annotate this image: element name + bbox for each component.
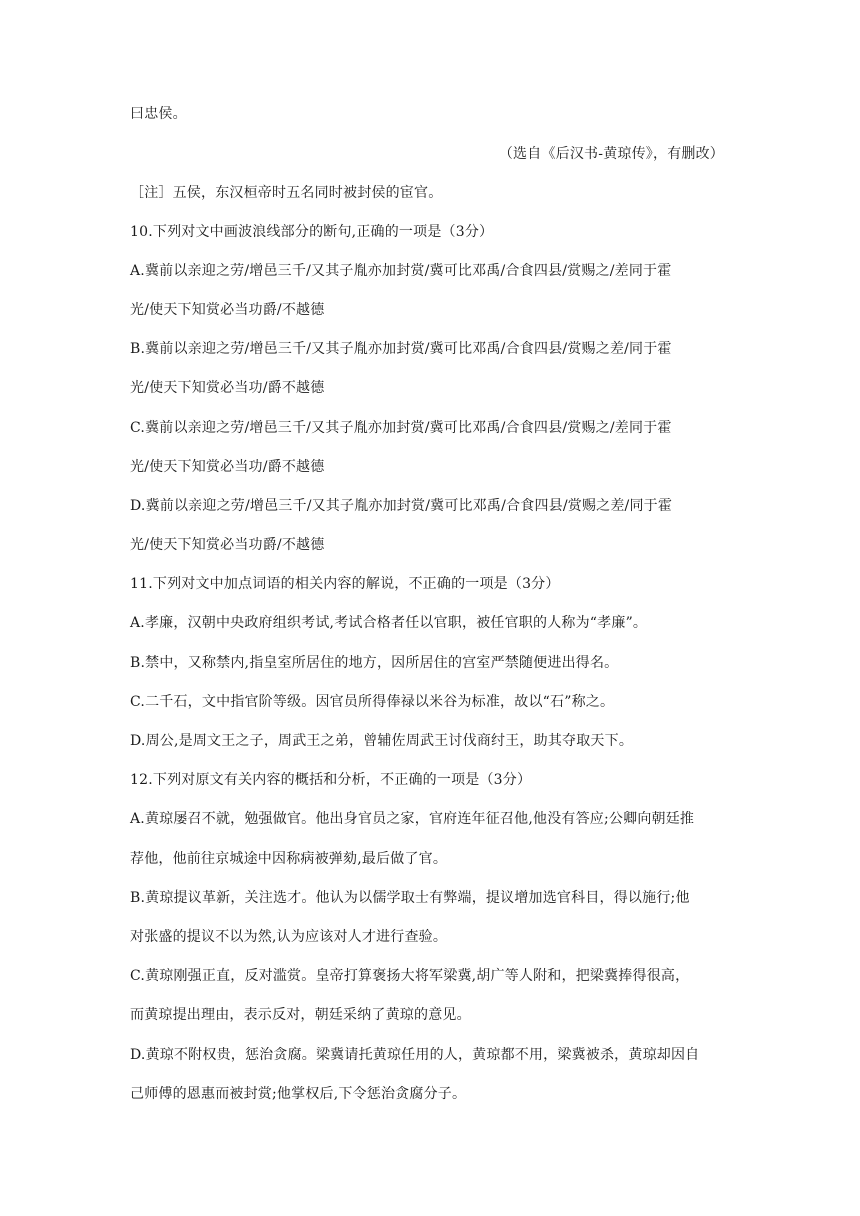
q11-option-c: C.二千石，文中指官阶等级。因官员所得俸禄以米谷为标准，故以“石”称之。 (130, 694, 615, 710)
q12-option-d-line2: 己师傅的恩惠而被封赏;他掌权后,下令惩治贪腐分子。 (130, 1086, 467, 1102)
q10-option-d-line2: 光/使天下知赏必当功爵/不越德 (130, 537, 325, 553)
q10-option-c-line1: C.冀前以亲迎之劳/增邑三千/又其子胤亦加封赏/冀可比邓禹/合食四县/赏赐之/差同于霍 (130, 420, 672, 436)
annotation-note: ［注］五侯，东汉桓帝时五名同时被封侯的宦官。 (130, 185, 443, 201)
q11-option-d: D.周公,是周文王之子，周武王之弟，曾辅佐周武王讨伐商纣王，助其夺取天下。 (130, 733, 634, 749)
q12-option-d-line1: D.黄琼不附权贵，惩治贪腐。梁冀请托黄琼任用的人，黄琼都不用，梁冀被杀，黄琼却因自 (130, 1047, 700, 1063)
text-line-1: 曰忠侯。 (130, 106, 187, 122)
q12-option-b-line1: B.黄琼提议革新，关注选才。他认为以儒学取士有弊端，提议增加选官科目，得以施行;他 (130, 890, 690, 906)
q12-option-c-line1: C.黄琼刚强正直，反对滥赏。皇帝打算褒扬大将军梁冀,胡广等人附和，把梁冀捧得很高， (130, 968, 690, 984)
q12-option-a-line1: A.黄琼屡召不就，勉强做官。他出身官员之家，官府连年征召他,他没有答应;公卿向朝廷推 (130, 811, 695, 827)
q10-option-a-line1: A.冀前以亲迎之劳/增邑三千/又其子胤亦加封赏/冀可比邓禹/合食四县/赏赐之/差同于霍 (130, 263, 672, 279)
q10-option-b-line1: B.冀前以亲迎之劳/增邑三千/又其子胤亦加封赏/冀可比邓禹/合食四县/赏赐之差/同于霍 (130, 341, 672, 357)
q10-option-d-line1: D.冀前以亲迎之劳/增邑三千/又其子胤亦加封赏/冀可比邓禹/合食四县/赏赐之差/同于霍 (130, 498, 673, 514)
question-11-stem: 11.下列对文中加点词语的相关内容的解说，不正确的一项是（3分） (130, 576, 560, 592)
source-citation: （选自《后汉书-黄琼传》，有删改） (498, 146, 724, 162)
q12-option-b-line2: 对张盛的提议不以为然,认为应该对人才进行查验。 (130, 929, 448, 945)
q10-option-a-line2: 光/使天下知赏必当功爵/不越德 (130, 302, 325, 318)
q11-option-a: A.孝廉，汉朝中央政府组织考试,考试合格者任以官职，被任官职的人称为“孝廉”。 (130, 615, 648, 631)
q11-option-b: B.禁中，又称禁内,指皇室所居住的地方，因所居住的宫室严禁随便进出得名。 (130, 655, 619, 671)
q12-option-c-line2: 而黄琼提出理由，表示反对，朝廷采纳了黄琼的意见。 (130, 1007, 471, 1023)
q10-option-b-line2: 光/使天下知赏必当功/爵不越德 (130, 380, 325, 396)
question-12-stem: 12.下列对原文有关内容的概括和分析，不正确的一项是（3分） (130, 772, 532, 788)
q12-option-a-line2: 荐他，他前往京城途中因称病被弹劾,最后做了官。 (130, 851, 448, 867)
q10-option-c-line2: 光/使天下知赏必当功/爵不越德 (130, 459, 325, 475)
question-10-stem: 10.下列对文中画波浪线部分的断句,正确的一项是（3分） (130, 224, 494, 240)
